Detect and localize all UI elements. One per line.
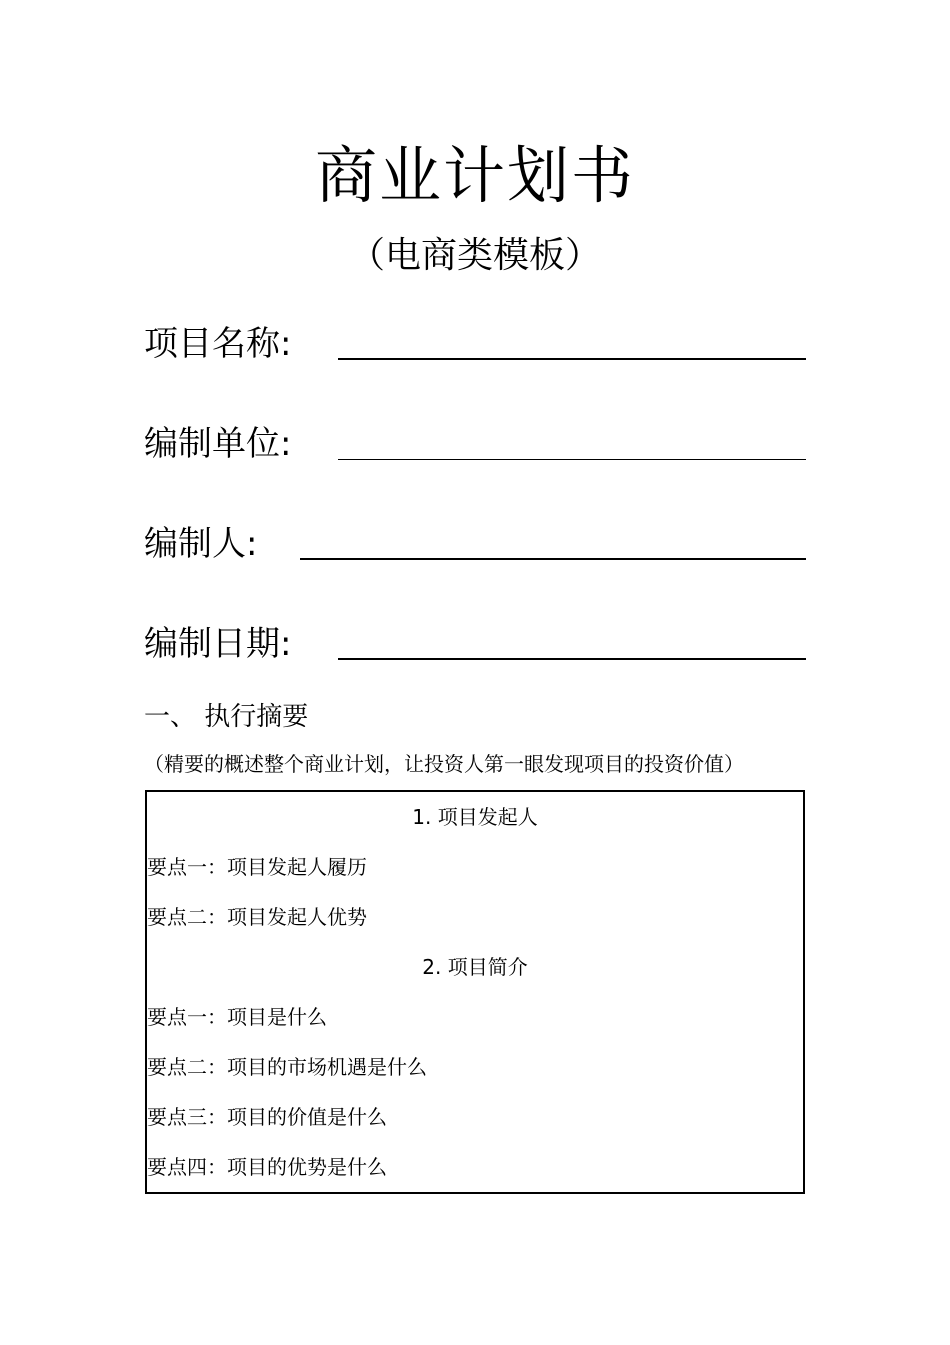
- project-name-blank[interactable]: [338, 358, 806, 360]
- field-label: 编制日期:: [144, 624, 292, 664]
- section-heading-executive-summary: 一、 执行摘要: [144, 702, 309, 732]
- organization-blank[interactable]: [338, 459, 806, 460]
- field-author: [144, 522, 806, 572]
- field-project-name: [144, 322, 806, 372]
- outline-point: 要点二：项目发起人优势: [147, 905, 367, 929]
- outline-point: 要点一：项目发起人履历: [147, 855, 367, 879]
- group-heading-sponsor: 1. 项目发起人: [412, 805, 538, 829]
- document-title: 商业计划书: [314, 139, 635, 212]
- field-label: 项目名称:: [144, 324, 292, 364]
- author-blank[interactable]: [300, 558, 806, 560]
- table-row: [146, 892, 804, 942]
- document-subtitle: （电商类模板）: [348, 235, 601, 276]
- table-group-header: [146, 942, 804, 992]
- table-group-header: [146, 791, 804, 842]
- field-label: 编制单位:: [144, 424, 292, 464]
- section-note: （精要的概述整个商业计划，让投资人第一眼发现项目的投资价值）: [144, 752, 744, 776]
- outline-point: 要点四：项目的优势是什么: [147, 1155, 387, 1179]
- outline-point: 要点二：项目的市场机遇是什么: [147, 1055, 427, 1079]
- outline-point: 要点三：项目的价值是什么: [147, 1105, 387, 1129]
- field-date: [144, 622, 806, 672]
- outline-point: 要点一：项目是什么: [147, 1005, 327, 1029]
- date-blank[interactable]: [338, 658, 806, 660]
- field-organization: [144, 422, 806, 472]
- table-row: [146, 1142, 804, 1193]
- table-row: [146, 1092, 804, 1142]
- group-heading-overview: 2. 项目简介: [422, 955, 528, 979]
- table-row: [146, 1042, 804, 1092]
- table-row: [146, 992, 804, 1042]
- summary-outline-table: [145, 790, 805, 1194]
- field-label: 编制人:: [144, 524, 258, 564]
- table-row: [146, 842, 804, 892]
